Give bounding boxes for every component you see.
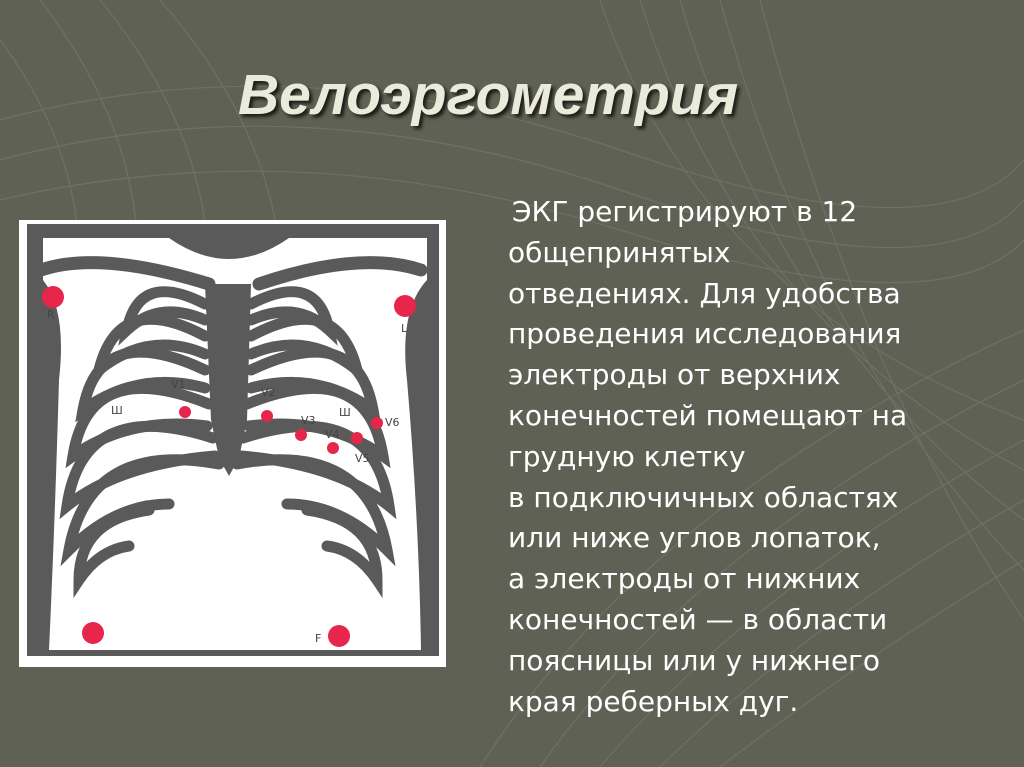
text-line: ЭКГ регистрируют в 12 [512,195,858,228]
text-line: общепринятых [508,235,731,269]
text-line: грудную клетку [508,439,746,473]
label-marker-left: Ш [339,406,351,419]
electrode-v1 [179,406,191,418]
text-line: отведениях. Для удобства [508,276,901,310]
text-line: конечностей помещают на [508,398,908,432]
text-line: а электроды от нижних [508,562,861,596]
label-v5: V5 [355,452,370,465]
electrode-l [394,295,416,317]
label-r: R [47,308,55,321]
chest-illustration [19,220,446,667]
electrode-r [42,286,64,308]
text-line: или ниже углов лопаток, [508,521,881,555]
electrode-v5 [351,432,363,444]
text-line: в подключичных областях [508,480,899,514]
label-l: L [401,322,408,335]
text-line: электроды от верхних [508,358,841,392]
text-line: края реберных дуг. [508,684,799,718]
electrode-v2 [261,410,273,422]
label-v4: V4 [325,428,340,441]
electrode-f [328,625,350,647]
label-f: F [315,632,322,645]
text-line: конечностей — в области [508,602,888,636]
body-text [508,192,1008,722]
label-marker-right: Ш [111,404,123,417]
text-line: поясницы или у нижнего [508,643,881,677]
electrode-v6 [371,417,383,429]
label-v3: V3 [301,414,316,427]
electrode-v4 [327,442,339,454]
text-line: проведения исследования [508,317,902,351]
label-v6: V6 [385,416,400,429]
electrode-n [82,622,104,644]
label-v1: V1 [171,378,186,391]
ecg-electrode-diagram [19,220,446,667]
label-v2: V2 [261,386,276,399]
slide-title: Велоэргометрия [238,63,739,127]
electrode-v3 [295,429,307,441]
